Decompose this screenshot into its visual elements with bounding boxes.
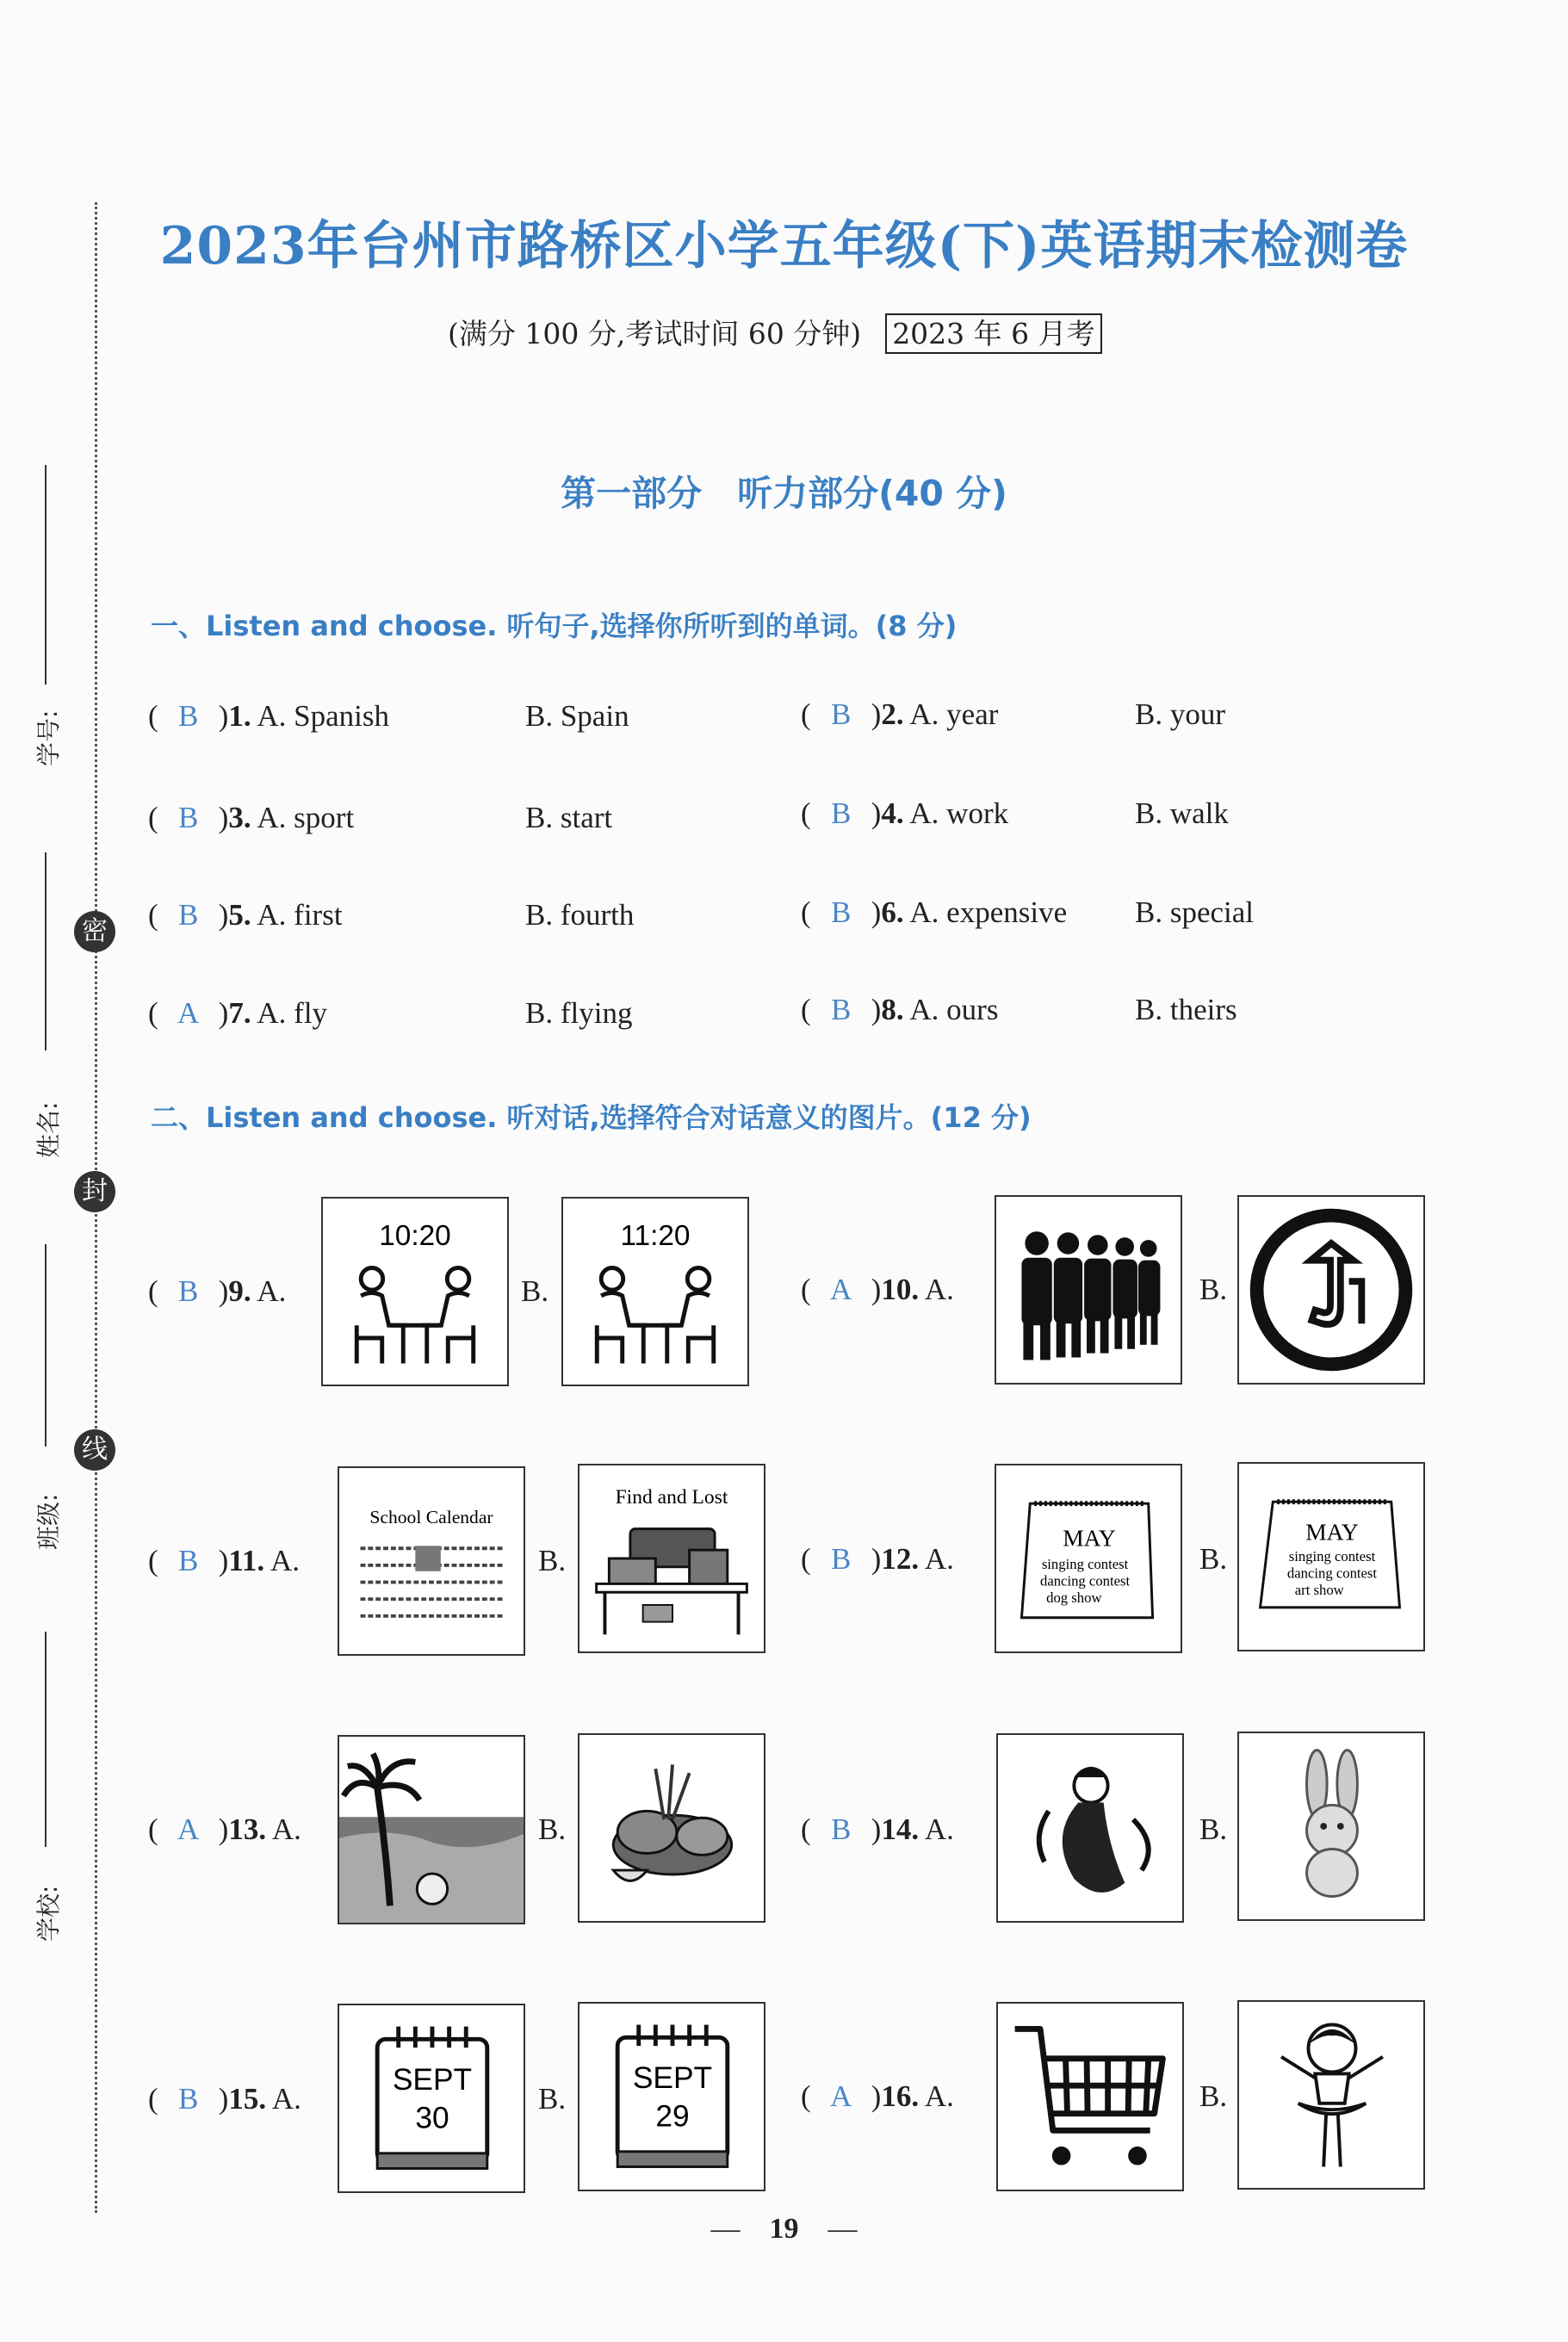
question-9: ( B )9. A. <box>148 1274 287 1308</box>
calendar-month: MAY <box>1305 1519 1359 1546</box>
q13-image-a <box>338 1735 525 1924</box>
calendar-icon <box>579 2004 764 2190</box>
notice-title: School Calendar <box>369 1506 493 1527</box>
q11-image-b <box>578 1464 765 1653</box>
q10-image-b <box>1237 1195 1425 1385</box>
question-4: ( B )4. A. work <box>801 796 1009 830</box>
desk-calendar-icon <box>996 1465 1181 1651</box>
answer: B <box>177 2082 199 2116</box>
question-1: ( B )1. A. Spanish <box>148 699 390 733</box>
calendar-month: MAY <box>1063 1525 1116 1552</box>
q16-option-b-label: B. <box>1199 2079 1228 2113</box>
answer: A <box>177 1812 200 1846</box>
q13-image-b <box>578 1733 765 1923</box>
q10-option-b-label: B. <box>1199 1273 1228 1306</box>
student-no-rule <box>45 465 46 685</box>
option-b: B. Spain <box>525 699 629 733</box>
calendar-day: 29 <box>655 2099 690 2134</box>
q15-image-a <box>338 2004 525 2193</box>
option-a: A. ours <box>909 993 999 1026</box>
answer: B <box>830 1812 852 1846</box>
answer: B <box>830 993 852 1026</box>
exam-info <box>448 312 1102 352</box>
question-2: ( B )2. A. year <box>801 697 999 731</box>
class-label: 班级: <box>34 1493 63 1550</box>
class-rule <box>45 1244 46 1447</box>
question-12: ( B )12. A. <box>801 1542 954 1576</box>
q14-image-a <box>996 1733 1184 1923</box>
answer: A <box>830 1273 852 1306</box>
page-number: — 19 — <box>710 2213 858 2245</box>
seal-feng: 封 <box>74 1171 115 1212</box>
lost-and-found-table-icon <box>579 1465 764 1651</box>
q11-option-b-label: B. <box>538 1544 567 1577</box>
answer: B <box>830 796 852 830</box>
no-littering-sign-icon <box>1239 1197 1423 1383</box>
q15-image-b <box>578 2002 765 2191</box>
answer: B <box>177 1274 199 1308</box>
option-b: B. special <box>1135 895 1255 929</box>
rabbit-icon <box>1239 1733 1423 1919</box>
answer: B <box>177 801 199 834</box>
page-title: 2023年台州市路桥区小学五年级(下)英语期末检测卷 <box>159 216 1409 276</box>
notice-title: Find and Lost <box>615 1486 728 1509</box>
answer: B <box>830 697 852 731</box>
calendar-month: SEPT <box>392 2063 473 2097</box>
beach-palm-icon <box>339 1737 524 1923</box>
option-b: B. theirs <box>1135 993 1237 1026</box>
option-a: A. expensive <box>909 895 1068 929</box>
question-15: ( B )15. A. <box>148 2082 301 2116</box>
question-3: ( B )3. A. sport <box>148 801 355 834</box>
time-label: 11:20 <box>620 1220 691 1253</box>
part-title: 第一部分 听力部分(40 分) <box>561 473 1007 514</box>
q12-option-b-label: B. <box>1199 1542 1228 1576</box>
calendar-event: singing contest <box>1288 1547 1376 1564</box>
q16-image-b <box>1237 2000 1425 2190</box>
option-a: A. year <box>909 697 999 731</box>
question-6: ( B )6. A. expensive <box>801 895 1068 929</box>
school-rule <box>45 1632 46 1847</box>
section1-title: 一、Listen and choose. 听句子,选择你所听到的单词。(8 分) <box>151 610 958 642</box>
q15-option-b-label: B. <box>538 2082 567 2116</box>
shopping-cart-icon <box>998 2004 1182 2190</box>
q12-image-a <box>995 1464 1182 1653</box>
answer: B <box>177 1544 199 1577</box>
option-b: B. flying <box>525 996 633 1030</box>
option-a: A. first <box>257 898 343 932</box>
q10-image-a <box>995 1195 1182 1385</box>
calendar-icon <box>339 2005 524 2191</box>
people-at-table-icon <box>563 1199 747 1385</box>
calendar-event: art show <box>1294 1582 1344 1599</box>
option-b: B. fourth <box>525 898 635 932</box>
question-11: ( B )11. A. <box>148 1544 300 1577</box>
option-a: A. fly <box>257 996 328 1030</box>
q13-option-b-label: B. <box>538 1812 567 1846</box>
q11-image-a <box>338 1466 525 1656</box>
answer: B <box>177 898 199 932</box>
seal-mi: 密 <box>74 911 115 952</box>
question-14: ( B )14. A. <box>801 1812 954 1846</box>
calendar-notice-icon <box>339 1468 524 1654</box>
option-b: B. walk <box>1135 796 1229 830</box>
name-label: 姓名: <box>34 1101 63 1158</box>
option-b: B. start <box>525 801 613 834</box>
school-label: 学校: <box>34 1885 63 1942</box>
answer: B <box>830 895 852 929</box>
question-10: ( A )10. A. <box>801 1273 954 1306</box>
ballet-girl-icon <box>1239 2002 1423 2188</box>
score-time-info: (满分 100 分,考试时间 60 分钟) <box>448 317 862 350</box>
calendar-event: dancing contest <box>1039 1572 1131 1589</box>
q12-image-b <box>1237 1462 1425 1651</box>
q14-option-b-label: B. <box>1199 1812 1228 1846</box>
question-8: ( B )8. A. ours <box>801 993 999 1026</box>
option-a: A. work <box>909 796 1009 830</box>
calendar-event: dancing contest <box>1286 1564 1378 1582</box>
q16-image-a <box>996 2002 1184 2191</box>
answer: A <box>177 996 200 1030</box>
q14-image-b <box>1237 1732 1425 1921</box>
q9-image-b <box>561 1197 749 1386</box>
desk-calendar-icon <box>1239 1464 1423 1650</box>
exam-date-box: 2023 年 6 月考 <box>885 313 1101 354</box>
calendar-month: SEPT <box>632 2061 713 2096</box>
option-a: A. sport <box>257 801 355 834</box>
option-a: A. Spanish <box>257 699 390 733</box>
section2-title: 二、Listen and choose. 听对话,选择符合对话意义的图片。(12 分) <box>151 1101 1032 1134</box>
q9-image-a <box>321 1197 509 1386</box>
option-b: B. your <box>1135 697 1225 731</box>
calendar-day: 30 <box>415 2101 449 2135</box>
seal-xian: 线 <box>74 1429 115 1471</box>
answer: B <box>830 1542 852 1576</box>
queue-icon <box>996 1197 1181 1383</box>
calendar-event: singing contest <box>1041 1555 1129 1572</box>
question-16: ( A )16. A. <box>801 2079 954 2113</box>
calendar-event: dog show <box>1046 1589 1102 1607</box>
time-label: 10:20 <box>379 1220 451 1253</box>
answer: B <box>177 699 199 733</box>
q9-option-b-label: B. <box>521 1274 549 1308</box>
name-rule <box>45 852 46 1050</box>
student-no-label: 学号: <box>34 709 63 766</box>
people-at-table-icon <box>323 1199 507 1385</box>
question-7: ( A )7. A. fly <box>148 996 328 1030</box>
answer: A <box>830 2079 852 2113</box>
question-13: ( A )13. A. <box>148 1812 301 1846</box>
question-5: ( B )5. A. first <box>148 898 343 932</box>
dancing-fairy-icon <box>998 1735 1182 1921</box>
harvest-basket-icon <box>579 1735 764 1921</box>
